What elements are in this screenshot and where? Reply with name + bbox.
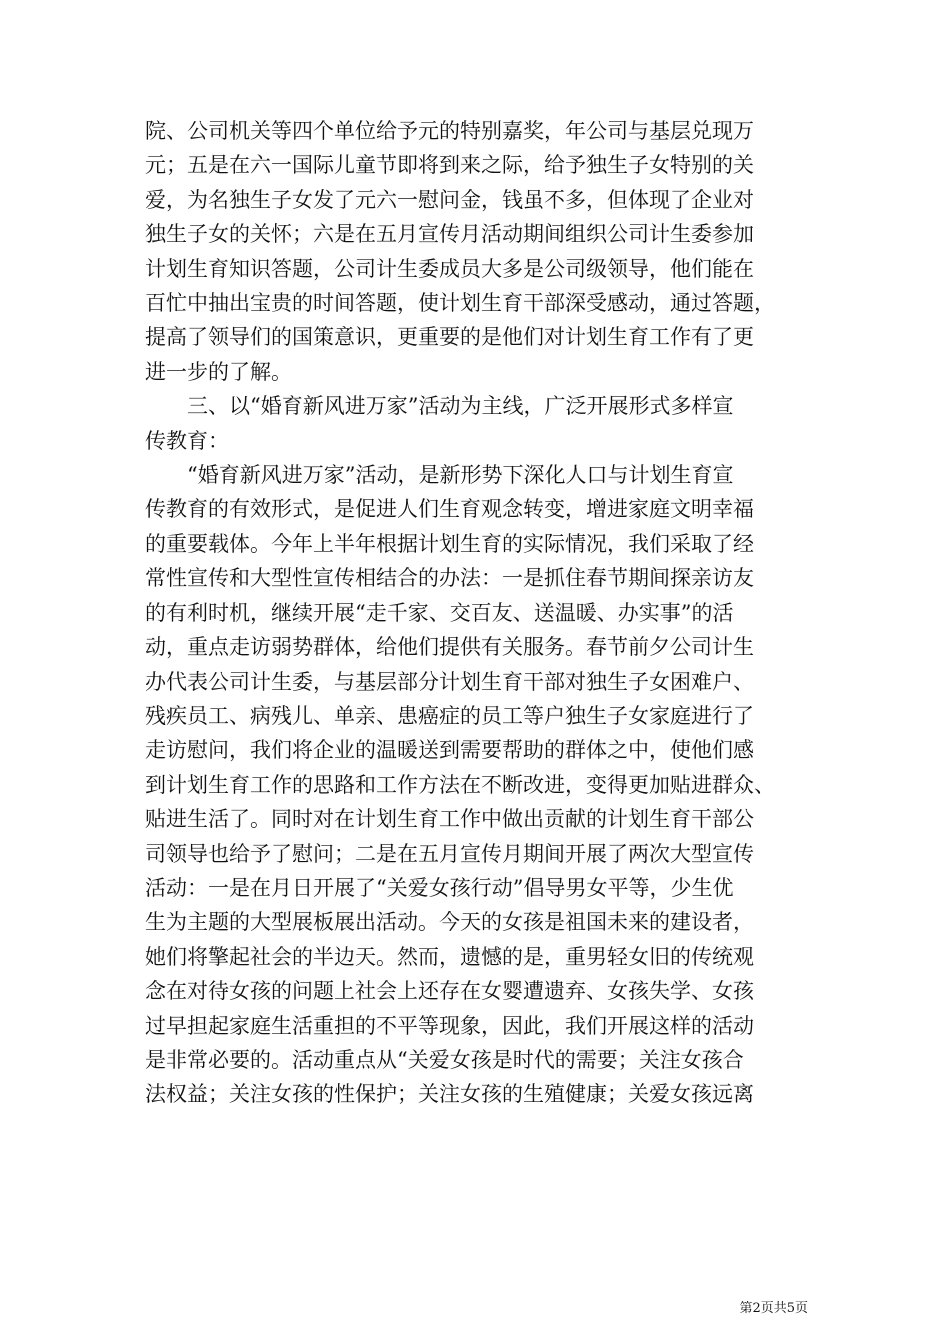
text-line: “婚育新风进万家”活动，是新形势下深化人口与计划生育宣	[145, 463, 734, 488]
section-heading-line: 三、以“婚育新风进万家”活动为主线，广泛开展形式多样宣	[145, 394, 734, 419]
text-line: 的有利时机，继续开展“走千家、交百友、送温暖、办实事”的活	[145, 600, 734, 625]
text-line: 办代表公司计生委，与基层部分计划生育干部对独生子女困难户、	[145, 669, 754, 694]
text-line: 计划生育知识答题，公司计生委成员大多是公司级领导，他们能在	[145, 256, 754, 281]
text-line: 活动：一是在月日开展了“关爱女孩行动”倡导男女平等，少生优	[145, 875, 734, 900]
text-line: 司领导也给予了慰问；二是在五月宣传月期间开展了两次大型宣传	[145, 841, 754, 866]
text-line: 是非常必要的。活动重点从“关爱女孩是时代的需要；关注女孩合	[145, 1047, 744, 1072]
text-line: 爱，为名独生子女发了元六一慰问金，钱虽不多，但体现了企业对	[145, 187, 754, 212]
text-line: 生为主题的大型展板展出活动。今天的女孩是祖国未来的建设者，	[145, 910, 754, 935]
text-line: 动，重点走访弱势群体，给他们提供有关服务。春节前夕公司计生	[145, 635, 754, 660]
text-line: 常性宣传和大型性宣传相结合的办法：一是抓住春节期间探亲访友	[145, 566, 754, 591]
text-line: 走访慰问，我们将企业的温暖送到需要帮助的群体之中，使他们感	[145, 738, 754, 763]
text-line: 独生子女的关怀；六是在五月宣传月活动期间组织公司计生委参加	[145, 222, 754, 247]
section-heading-line: 传教育：	[145, 428, 229, 453]
text-line: 院、公司机关等四个单位给予元的特别嘉奖，年公司与基层兑现万	[145, 119, 754, 143]
text-line: 提高了领导们的国策意识，更重要的是他们对计划生育工作有了更	[145, 325, 754, 350]
text-line: 的重要载体。今年上半年根据计划生育的实际情况，我们采取了经	[145, 531, 754, 556]
text-line: 传教育的有效形式，是促进人们生育观念转变，增进家庭文明幸福	[145, 497, 754, 522]
text-line: 残疾员工、病残儿、单亲、患癌症的员工等户独生子女家庭进行了	[145, 703, 754, 728]
text-line: 到计划生育工作的思路和工作方法在不断改进，变得更加贴进群众、	[145, 772, 775, 797]
text-line: 元；五是在六一国际儿童节即将到来之际，给予独生子女特别的关	[145, 153, 754, 178]
text-line: 进一步的了解。	[145, 359, 292, 384]
text-line: 法权益；关注女孩的性保护；关注女孩的生殖健康；关爱女孩远离	[145, 1082, 754, 1107]
page-number: 第2页共5页	[739, 1301, 808, 1316]
text-line: 过早担起家庭生活重担的不平等现象，因此，我们开展这样的活动	[145, 1013, 754, 1038]
text-line: 念在对待女孩的问题上社会上还存在女婴遭遗弃、女孩失学、女孩	[145, 979, 754, 1004]
text-line: 她们将擎起社会的半边天。然而，遗憾的是，重男轻女旧的传统观	[145, 944, 754, 969]
text-line: 百忙中抽出宝贵的时间答题，使计划生育干部深受感动，通过答题，	[145, 291, 775, 316]
body-text	[145, 114, 825, 1112]
text-line: 贴进生活了。同时对在计划生育工作中做出贡献的计划生育干部公	[145, 807, 754, 832]
